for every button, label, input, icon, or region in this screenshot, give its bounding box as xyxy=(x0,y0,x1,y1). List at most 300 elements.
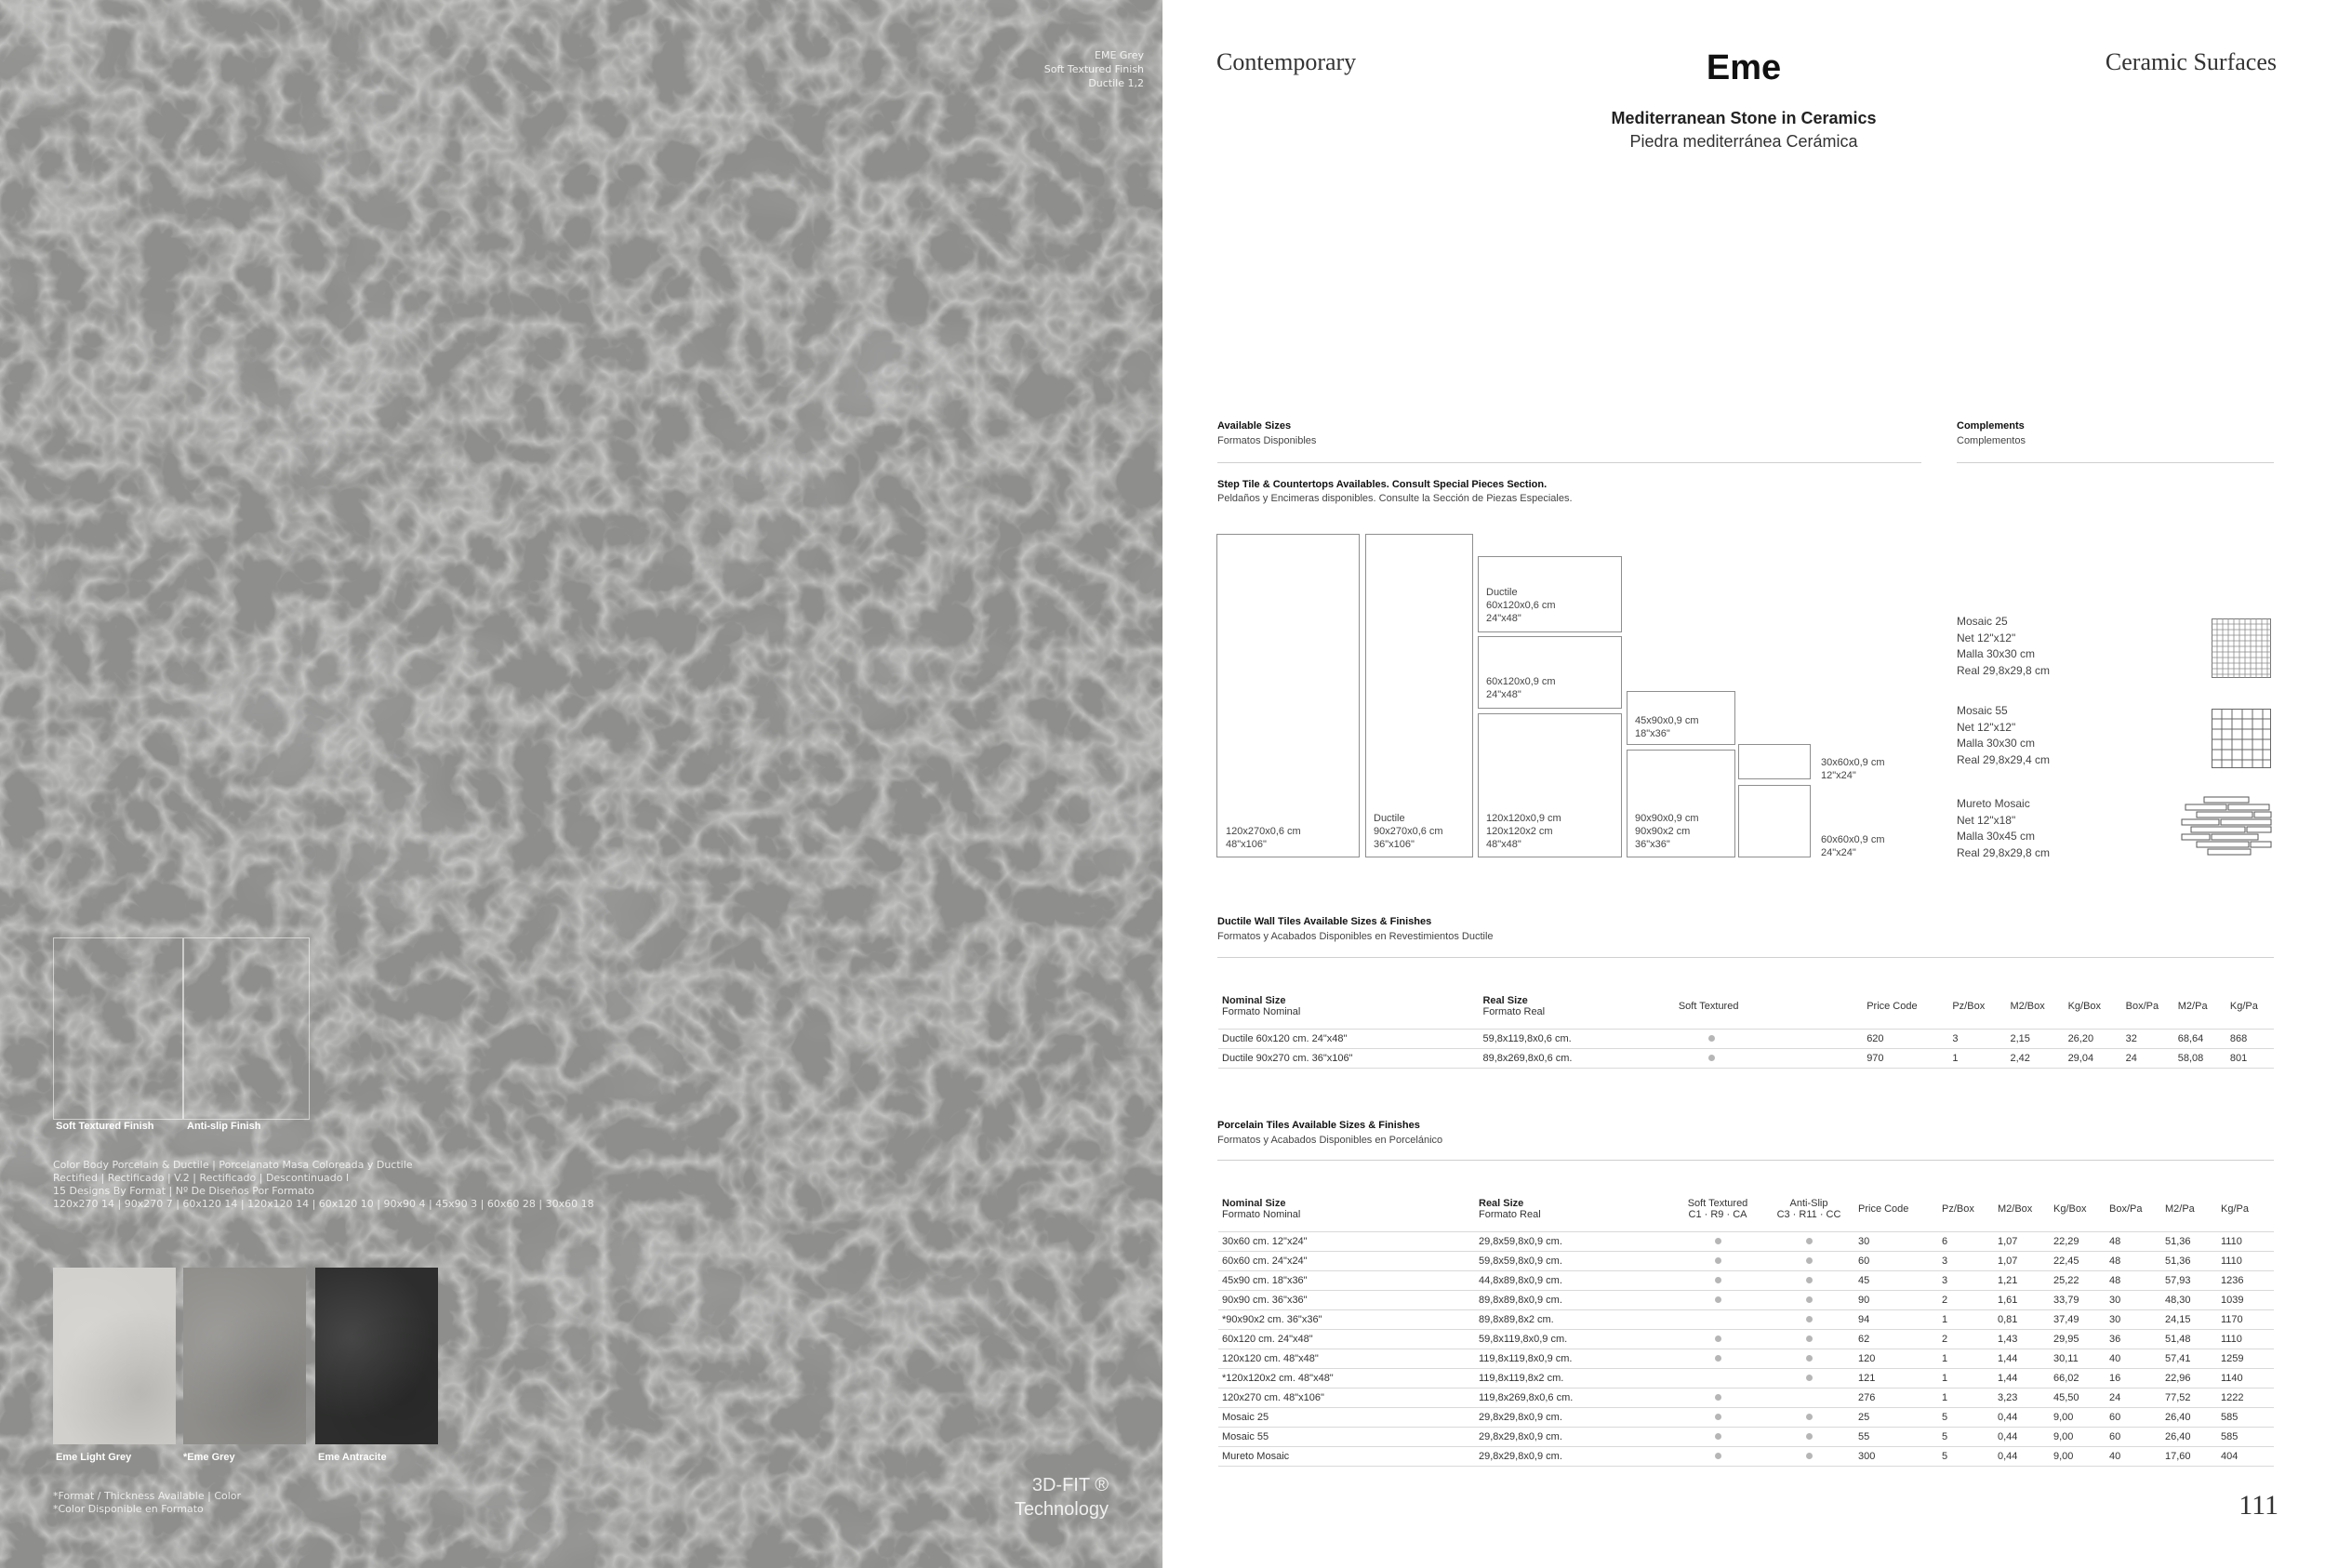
size-label-90x90 xyxy=(1635,812,1698,851)
size-label-45x90 xyxy=(1635,714,1698,740)
column-header xyxy=(1479,984,1674,1029)
size-line: 120x270x0,6 cm xyxy=(1226,826,1301,837)
table-row xyxy=(1218,1251,2274,1270)
cell-value: 1,44 xyxy=(1994,1368,2050,1388)
cell-value: 1,61 xyxy=(1994,1290,2050,1309)
cell-soft xyxy=(1672,1309,1763,1329)
cell-value: 30,11 xyxy=(2050,1349,2106,1368)
cell-anti xyxy=(1763,1290,1854,1309)
porcelain-section-heading: Porcelain Tiles Available Sizes & Finishes xyxy=(1217,1120,1420,1131)
size-line: 45x90x0,9 cm xyxy=(1635,715,1699,726)
size-line: 60x120x0,9 cm xyxy=(1486,676,1556,687)
column-header: Box/Pa xyxy=(2109,1203,2143,1215)
availability-dot-icon xyxy=(1715,1296,1721,1303)
column-header xyxy=(1672,1187,1763,1231)
cell-value: 26,40 xyxy=(2161,1407,2217,1427)
header-text: Soft Textured xyxy=(1687,1197,1748,1209)
cell-value: 60 xyxy=(2106,1407,2161,1427)
cell-nominal: *120x120x2 cm. 48"x48" xyxy=(1218,1368,1475,1388)
header-text: Formato Real xyxy=(1482,1005,1546,1017)
cell-value: 33,79 xyxy=(2050,1290,2106,1309)
complement-line: Malla 30x30 cm xyxy=(1957,647,2036,660)
cell-value: 1110 xyxy=(2217,1329,2274,1349)
cell-value: 51,36 xyxy=(2161,1251,2217,1270)
cell-value: 29,95 xyxy=(2050,1329,2106,1349)
cell-value: 1222 xyxy=(2217,1388,2274,1407)
cell-value: 22,29 xyxy=(2050,1231,2106,1251)
cell-value: 26,40 xyxy=(2161,1427,2217,1446)
size-line: 120x120x0,9 cm xyxy=(1486,813,1561,824)
cell-real: 119,8x119,8x0,9 cm. xyxy=(1475,1349,1672,1368)
divider xyxy=(1217,957,2274,958)
availability-dot-icon xyxy=(1715,1257,1721,1264)
complement-line: Malla 30x30 cm xyxy=(1957,737,2036,750)
cell-value: 60 xyxy=(2106,1427,2161,1446)
cell-soft xyxy=(1675,1048,1863,1068)
cell-real: 29,8x29,8x0,9 cm. xyxy=(1475,1446,1672,1466)
size-label-60x60 xyxy=(1821,833,1884,859)
column-header: Kg/Box xyxy=(2053,1203,2087,1215)
column-header: Price Code xyxy=(1867,1000,1918,1012)
cell-soft xyxy=(1672,1270,1763,1290)
cell-soft xyxy=(1672,1388,1763,1407)
availability-dot-icon xyxy=(1806,1433,1813,1440)
availability-dot-icon xyxy=(1806,1414,1813,1420)
cell-value: 29,04 xyxy=(2065,1048,2122,1068)
size-tile-30x60 xyxy=(1738,744,1811,779)
complement-line: Net 12"x18" xyxy=(1957,813,2016,827)
cell-value: 1236 xyxy=(2217,1270,2274,1290)
cell-value: 1 xyxy=(1948,1048,2006,1068)
cell-value: 1110 xyxy=(2217,1231,2274,1251)
table-header-row xyxy=(1218,1187,2274,1231)
header-text: Anti-Slip xyxy=(1789,1197,1828,1209)
column-header xyxy=(1675,984,1863,1029)
availability-dot-icon xyxy=(1715,1394,1721,1401)
cell-nominal: Mureto Mosaic xyxy=(1218,1446,1475,1466)
availability-dot-icon xyxy=(1715,1238,1721,1244)
header-text: Nominal Size xyxy=(1222,1197,1286,1209)
cell-value: 1 xyxy=(1938,1388,1994,1407)
cell-value: 2 xyxy=(1938,1290,1994,1309)
cell-value: 24,15 xyxy=(2161,1309,2217,1329)
cell-real: 119,8x119,8x2 cm. xyxy=(1475,1368,1672,1388)
cell-real: 59,8x119,8x0,9 cm. xyxy=(1475,1329,1672,1349)
cell-value: 9,00 xyxy=(2050,1407,2106,1427)
footnotes xyxy=(53,1490,241,1516)
size-label-60x120-ductile xyxy=(1486,586,1556,625)
swatch-label: Eme Light Grey xyxy=(56,1452,132,1463)
cell-value: 25,22 xyxy=(2050,1270,2106,1290)
size-label-90x270 xyxy=(1374,812,1443,851)
cell-nominal: 120x270 cm. 48"x106" xyxy=(1218,1388,1475,1407)
cell-real: 89,8x269,8x0,6 cm. xyxy=(1479,1048,1674,1068)
ductile-sizes-table xyxy=(1218,984,2274,1069)
table-row xyxy=(1218,1427,2274,1446)
availability-dot-icon xyxy=(1708,1055,1715,1061)
body-line: Rectified | Rectificado | V.2 | Rectificado | Descontinuado I xyxy=(53,1172,350,1184)
size-line: 48"x106" xyxy=(1226,839,1267,850)
header-text: Soft Textured xyxy=(1678,1000,1739,1012)
complement-line: Real 29,8x29,8 cm xyxy=(1957,845,2051,859)
cell-anti xyxy=(1763,1251,1854,1270)
cell-value: 77,52 xyxy=(2161,1388,2217,1407)
cell-anti xyxy=(1763,1427,1854,1446)
column-header: Kg/Box xyxy=(2067,1000,2102,1012)
cell-value: 24 xyxy=(2106,1388,2161,1407)
porcelain-sizes-table xyxy=(1218,1187,2274,1467)
size-line: 18"x36" xyxy=(1635,728,1670,739)
caption-line: Ductile 1,2 xyxy=(1088,77,1144,89)
cell-nominal: Mosaic 25 xyxy=(1218,1407,1475,1427)
cell-value: 6 xyxy=(1938,1231,1994,1251)
table-row xyxy=(1218,1329,2274,1349)
cell-anti xyxy=(1763,1270,1854,1290)
ductile-section-subheading: Formatos y Acabados Disponibles en Revestimientos Ductile xyxy=(1217,931,1494,942)
mosaic-25-grid-icon xyxy=(2212,618,2271,678)
cell-value: 404 xyxy=(2217,1446,2274,1466)
footnote-line: *Format / Thickness Available | Color xyxy=(53,1490,242,1502)
size-line: 24"x48" xyxy=(1486,613,1521,624)
cell-value: 1140 xyxy=(2217,1368,2274,1388)
availability-dot-icon xyxy=(1806,1277,1813,1283)
cell-value: 1170 xyxy=(2217,1309,2274,1329)
cell-value: 2,15 xyxy=(2006,1029,2064,1048)
availability-dot-icon xyxy=(1806,1257,1813,1264)
ductile-section-heading: Ductile Wall Tiles Available Sizes & Finishes xyxy=(1217,916,1432,927)
complement-line: Malla 30x45 cm xyxy=(1957,830,2036,843)
cell-anti xyxy=(1763,1407,1854,1427)
cell-value: 585 xyxy=(2217,1407,2274,1427)
cell-value: 1,21 xyxy=(1994,1270,2050,1290)
table-row xyxy=(1218,1231,2274,1251)
cell-real: 89,8x89,8x2 cm. xyxy=(1475,1309,1672,1329)
mureto-mosaic-icon xyxy=(2180,795,2273,857)
column-header: Pz/Box xyxy=(1952,1000,1986,1012)
product-subtitle-es: Piedra mediterránea Cerámica xyxy=(1629,132,1858,151)
cell-value: 970 xyxy=(1863,1048,1948,1068)
size-line: 90x90x0,9 cm xyxy=(1635,813,1699,824)
size-line: 12"x24" xyxy=(1821,770,1856,781)
cell-real: 59,8x119,8x0,6 cm. xyxy=(1479,1029,1674,1048)
cell-value: 58,08 xyxy=(2174,1048,2226,1068)
divider xyxy=(1217,1160,2274,1161)
cell-value: 276 xyxy=(1854,1388,1938,1407)
caption-line: Soft Textured Finish xyxy=(1043,63,1144,75)
cell-anti xyxy=(1763,1388,1854,1407)
cell-anti xyxy=(1763,1231,1854,1251)
availability-dot-icon xyxy=(1715,1433,1721,1440)
technology-line: Technology xyxy=(1014,1499,1109,1520)
cell-value: 45 xyxy=(1854,1270,1938,1290)
cell-value: 585 xyxy=(2217,1427,2274,1446)
divider xyxy=(1217,462,1921,463)
availability-dot-icon xyxy=(1806,1335,1813,1342)
availability-dot-icon xyxy=(1806,1355,1813,1362)
cell-value: 16 xyxy=(2106,1368,2161,1388)
cell-soft xyxy=(1675,1029,1863,1048)
size-line: Ductile xyxy=(1374,813,1405,824)
complement-line: Real 29,8x29,8 cm xyxy=(1957,663,2051,677)
column-header: Kg/Pa xyxy=(2229,1000,2258,1012)
cell-value: 1,07 xyxy=(1994,1231,2050,1251)
availability-dot-icon xyxy=(1715,1414,1721,1420)
size-tile-120x270 xyxy=(1216,534,1360,857)
column-header: M2/Pa xyxy=(2177,1000,2208,1012)
divider xyxy=(1957,462,2274,463)
collection-label: Contemporary xyxy=(1216,48,1357,75)
cell-nominal: *90x90x2 cm. 36"x36" xyxy=(1218,1309,1475,1329)
cell-nominal: 60x60 cm. 24"x24" xyxy=(1218,1251,1475,1270)
cell-value: 57,93 xyxy=(2161,1270,2217,1290)
cell-value: 24 xyxy=(2122,1048,2174,1068)
cell-anti xyxy=(1763,1446,1854,1466)
size-line: 36"x36" xyxy=(1635,839,1670,850)
table-row xyxy=(1218,1048,2274,1068)
table-row xyxy=(1218,1407,2274,1427)
cell-value: 26,20 xyxy=(2065,1029,2122,1048)
cell-value: 3 xyxy=(1938,1251,1994,1270)
cell-real: 89,8x89,8x0,9 cm. xyxy=(1475,1290,1672,1309)
cell-nominal: 30x60 cm. 12"x24" xyxy=(1218,1231,1475,1251)
cell-value: 25 xyxy=(1854,1407,1938,1427)
cell-soft xyxy=(1672,1427,1763,1446)
cell-value: 51,36 xyxy=(2161,1231,2217,1251)
column-header xyxy=(1218,1187,1475,1231)
cell-value: 0,44 xyxy=(1994,1427,2050,1446)
complements-subheading: Complementos xyxy=(1957,435,2026,446)
cell-value: 1 xyxy=(1938,1368,1994,1388)
header-text: Formato Real xyxy=(1479,1208,1541,1220)
size-line: 120x120x2 cm xyxy=(1486,826,1553,837)
cell-value: 68,64 xyxy=(2174,1029,2226,1048)
stone-photo xyxy=(0,0,1162,1568)
size-line: Ductile xyxy=(1486,587,1518,598)
cell-soft xyxy=(1672,1231,1763,1251)
size-line: 60x120x0,6 cm xyxy=(1486,600,1556,611)
cell-value: 3,23 xyxy=(1994,1388,2050,1407)
cell-value: 9,00 xyxy=(2050,1446,2106,1466)
cell-value: 1,44 xyxy=(1994,1349,2050,1368)
cell-soft xyxy=(1672,1290,1763,1309)
table-row xyxy=(1218,1368,2274,1388)
column-header xyxy=(1763,1187,1854,1231)
complement-line: Mosaic 55 xyxy=(1957,704,2008,717)
header-text: Formato Nominal xyxy=(1222,1005,1301,1017)
cell-value: 1 xyxy=(1938,1349,1994,1368)
image-caption xyxy=(1044,48,1144,90)
header-text: Formato Nominal xyxy=(1222,1208,1301,1220)
size-line: 90x90x2 cm xyxy=(1635,826,1691,837)
cell-nominal: Ductile 90x270 cm. 36"x106" xyxy=(1218,1048,1479,1068)
color-swatch-light-grey xyxy=(53,1268,176,1444)
size-line: 48"x48" xyxy=(1486,839,1521,850)
size-label-120x120 xyxy=(1486,812,1561,851)
soft-textured-finish-sample xyxy=(53,937,183,1120)
column-header: Kg/Pa xyxy=(2221,1203,2249,1215)
step-tile-note-subheading: Peldaños y Encimeras disponibles. Consulte la Sección de Piezas Especiales. xyxy=(1217,493,1573,504)
availability-dot-icon xyxy=(1715,1335,1721,1342)
color-swatch-antracite xyxy=(315,1268,438,1444)
cell-nominal: Mosaic 55 xyxy=(1218,1427,1475,1446)
cell-value: 5 xyxy=(1938,1427,1994,1446)
cell-soft xyxy=(1672,1446,1763,1466)
cell-value: 1110 xyxy=(2217,1251,2274,1270)
anti-slip-finish-sample xyxy=(183,937,310,1120)
porcelain-section-subheading: Formatos y Acabados Disponibles en Porcelánico xyxy=(1217,1135,1443,1146)
cell-value: 1039 xyxy=(2217,1290,2274,1309)
table-row xyxy=(1218,1446,2274,1466)
cell-value: 300 xyxy=(1854,1446,1938,1466)
cell-value: 3 xyxy=(1948,1029,2006,1048)
finish-label: Anti-slip Finish xyxy=(187,1121,261,1132)
cell-real: 29,8x59,8x0,9 cm. xyxy=(1475,1231,1672,1251)
header-text: Real Size xyxy=(1482,994,1528,1006)
cell-soft xyxy=(1672,1407,1763,1427)
availability-dot-icon xyxy=(1715,1355,1721,1362)
cell-value: 0,44 xyxy=(1994,1446,2050,1466)
cell-value: 36 xyxy=(2106,1329,2161,1349)
column-header: Box/Pa xyxy=(2125,1000,2159,1012)
size-line: 30x60x0,9 cm xyxy=(1821,757,1885,768)
cell-value: 40 xyxy=(2106,1349,2161,1368)
cell-value: 48,30 xyxy=(2161,1290,2217,1309)
cell-value: 66,02 xyxy=(2050,1368,2106,1388)
cell-value: 620 xyxy=(1863,1029,1948,1048)
complement-mosaic-55 xyxy=(1957,703,2050,768)
body-line: Color Body Porcelain & Ductile | Porcelanato Masa Coloreada y Ductile xyxy=(53,1159,413,1171)
size-line: 90x270x0,6 cm xyxy=(1374,826,1443,837)
cell-value: 48 xyxy=(2106,1270,2161,1290)
cell-value: 62 xyxy=(1854,1329,1938,1349)
table-row xyxy=(1218,1388,2274,1407)
catalog-label: Ceramic Surfaces xyxy=(2105,48,2277,75)
cell-nominal: 45x90 cm. 18"x36" xyxy=(1218,1270,1475,1290)
table-row xyxy=(1218,1270,2274,1290)
availability-dot-icon xyxy=(1806,1453,1813,1459)
complement-line: Mureto Mosaic xyxy=(1957,797,2030,810)
column-header: M2/Box xyxy=(1998,1203,2033,1215)
cell-value: 60 xyxy=(1854,1251,1938,1270)
table-row xyxy=(1218,1349,2274,1368)
swatch-label: *Eme Grey xyxy=(183,1452,235,1463)
header-text: Real Size xyxy=(1479,1197,1524,1209)
cell-value: 55 xyxy=(1854,1427,1938,1446)
complement-mosaic-25 xyxy=(1957,614,2050,679)
availability-dot-icon xyxy=(1715,1453,1721,1459)
available-sizes-heading: Available Sizes xyxy=(1217,420,1292,432)
cell-value: 9,00 xyxy=(2050,1427,2106,1446)
body-line: 120x270 14 | 90x270 7 | 60x120 14 | 120x120 14 | 60x120 10 | 90x90 4 | 45x90 3 | 60x60 28 | 30x60 18 xyxy=(53,1198,594,1210)
cell-value: 17,60 xyxy=(2161,1446,2217,1466)
cell-real: 59,8x59,8x0,9 cm. xyxy=(1475,1251,1672,1270)
cell-value: 30 xyxy=(1854,1231,1938,1251)
header-text: C3 · R11 · CC xyxy=(1776,1208,1841,1220)
size-label-120x270 xyxy=(1226,825,1301,851)
size-line: 24"x24" xyxy=(1821,847,1856,858)
page-number: 111 xyxy=(2239,1490,2278,1521)
size-label-60x120 xyxy=(1486,675,1556,701)
cell-nominal: Ductile 60x120 cm. 24"x48" xyxy=(1218,1029,1479,1048)
cell-anti xyxy=(1763,1368,1854,1388)
cell-real: 29,8x29,8x0,9 cm. xyxy=(1475,1427,1672,1446)
step-tile-note-heading: Step Tile & Countertops Availables. Consult Special Pieces Section. xyxy=(1217,479,1548,490)
column-header: Price Code xyxy=(1858,1203,1909,1215)
body-description xyxy=(53,1159,594,1211)
cell-value: 868 xyxy=(2226,1029,2274,1048)
cell-value: 120 xyxy=(1854,1349,1938,1368)
cell-value: 0,81 xyxy=(1994,1309,2050,1329)
table-row xyxy=(1218,1029,2274,1048)
cell-value: 1,43 xyxy=(1994,1329,2050,1349)
column-header: Pz/Box xyxy=(1942,1203,1974,1215)
complement-line: Mosaic 25 xyxy=(1957,615,2008,628)
cell-value: 5 xyxy=(1938,1446,1994,1466)
availability-dot-icon xyxy=(1806,1375,1813,1381)
cell-value: 3 xyxy=(1938,1270,1994,1290)
table-row xyxy=(1218,1290,2274,1309)
cell-soft xyxy=(1672,1329,1763,1349)
cell-real: 29,8x29,8x0,9 cm. xyxy=(1475,1407,1672,1427)
cell-nominal: 120x120 cm. 48"x48" xyxy=(1218,1349,1475,1368)
swatch-label: Eme Antracite xyxy=(318,1452,387,1463)
cell-value: 94 xyxy=(1854,1309,1938,1329)
complements-heading: Complements xyxy=(1957,420,2025,432)
size-line: 60x60x0,9 cm xyxy=(1821,834,1885,845)
cell-value: 0,44 xyxy=(1994,1407,2050,1427)
column-header xyxy=(1218,984,1479,1029)
size-label-30x60 xyxy=(1821,756,1884,782)
table-row xyxy=(1218,1309,2274,1329)
product-subtitle-en: Mediterranean Stone in Ceramics xyxy=(1611,109,1877,127)
cell-value: 1259 xyxy=(2217,1349,2274,1368)
availability-dot-icon xyxy=(1806,1296,1813,1303)
header-text: C1 · R9 · CA xyxy=(1688,1208,1747,1220)
cell-value: 30 xyxy=(2106,1309,2161,1329)
table-header-row xyxy=(1218,984,2274,1029)
footnote-line: *Color Disponible en Formato xyxy=(53,1503,204,1515)
cell-real: 119,8x269,8x0,6 cm. xyxy=(1475,1388,1672,1407)
finish-label: Soft Textured Finish xyxy=(56,1121,154,1132)
cell-value: 51,48 xyxy=(2161,1329,2217,1349)
mosaic-55-grid-icon xyxy=(2212,709,2271,768)
availability-dot-icon xyxy=(1715,1277,1721,1283)
cell-nominal: 90x90 cm. 36"x36" xyxy=(1218,1290,1475,1309)
cell-value: 1,07 xyxy=(1994,1251,2050,1270)
cell-value: 48 xyxy=(2106,1231,2161,1251)
cell-value: 1 xyxy=(1938,1309,1994,1329)
cell-value: 90 xyxy=(1854,1290,1938,1309)
cell-value: 22,45 xyxy=(2050,1251,2106,1270)
cell-value: 121 xyxy=(1854,1368,1938,1388)
technology-badge xyxy=(1015,1473,1109,1521)
cell-soft xyxy=(1672,1349,1763,1368)
cell-value: 45,50 xyxy=(2050,1388,2106,1407)
available-sizes-subheading: Formatos Disponibles xyxy=(1217,435,1317,446)
product-title: Eme xyxy=(1706,48,1782,87)
cell-value: 2 xyxy=(1938,1329,1994,1349)
cell-anti xyxy=(1763,1349,1854,1368)
cell-value: 32 xyxy=(2122,1029,2174,1048)
cell-value: 22,96 xyxy=(2161,1368,2217,1388)
cell-value: 57,41 xyxy=(2161,1349,2217,1368)
color-swatch-grey xyxy=(183,1268,306,1444)
cell-value: 40 xyxy=(2106,1446,2161,1466)
cell-value: 30 xyxy=(2106,1290,2161,1309)
body-line: 15 Designs By Format | Nº De Diseños Por Formato xyxy=(53,1185,314,1197)
cell-value: 2,42 xyxy=(2006,1048,2064,1068)
complement-line: Real 29,8x29,4 cm xyxy=(1957,752,2051,766)
